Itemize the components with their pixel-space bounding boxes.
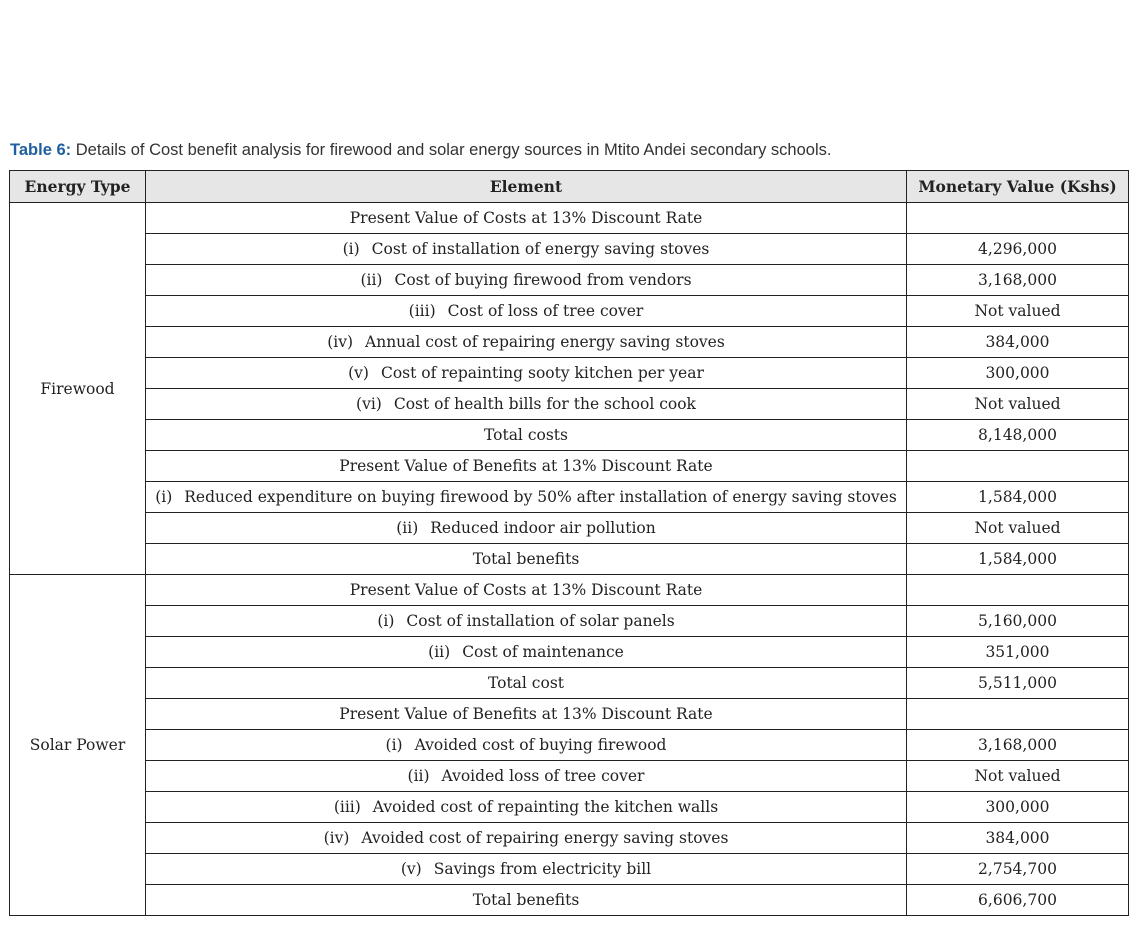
table-caption-text: Details of Cost benefit analysis for firewood and solar energy sources in Mtito Andei secondary schools. — [71, 141, 832, 159]
element-cell — [146, 606, 907, 637]
monetary-value-cell: 6,606,700 — [907, 885, 1129, 916]
monetary-value-cell: Not valued — [907, 389, 1129, 420]
monetary-value-cell: 8,148,000 — [907, 420, 1129, 451]
element-cell — [146, 420, 907, 451]
element-cell — [146, 544, 907, 575]
monetary-value-cell — [907, 699, 1129, 730]
table-caption — [10, 141, 831, 160]
item-number: (i) — [377, 612, 395, 630]
table-row — [10, 389, 1129, 420]
item-number: (iii) — [408, 302, 436, 320]
header-energy-type: Energy Type — [10, 171, 146, 203]
table-row — [10, 606, 1129, 637]
monetary-value-cell: 2,754,700 — [907, 854, 1129, 885]
element-text: Cost of installation of solar panels — [406, 612, 675, 630]
element-cell — [146, 234, 907, 265]
item-number: (iii) — [333, 798, 361, 816]
table-row — [10, 358, 1129, 389]
item-number: (ii) — [428, 643, 451, 661]
energy-type-cell: Firewood — [10, 203, 146, 575]
monetary-value-cell: 351,000 — [907, 637, 1129, 668]
monetary-value-cell: 384,000 — [907, 823, 1129, 854]
item-number: (v) — [400, 860, 422, 878]
element-text: Total costs — [484, 426, 568, 444]
item-number: (i) — [155, 488, 173, 506]
table-row — [10, 451, 1129, 482]
table-row — [10, 327, 1129, 358]
monetary-value-cell: 1,584,000 — [907, 482, 1129, 513]
table-row — [10, 203, 1129, 234]
element-cell — [146, 668, 907, 699]
element-text: Avoided loss of tree cover — [441, 767, 645, 785]
monetary-value-cell: 3,168,000 — [907, 265, 1129, 296]
element-cell — [146, 761, 907, 792]
item-number: (iv) — [323, 829, 350, 847]
item-number: (v) — [348, 364, 369, 382]
element-text: Annual cost of repairing energy saving stoves — [365, 333, 725, 351]
table-row — [10, 420, 1129, 451]
element-cell — [146, 327, 907, 358]
monetary-value-cell: 300,000 — [907, 792, 1129, 823]
table-row — [10, 699, 1129, 730]
table-row — [10, 513, 1129, 544]
element-cell — [146, 451, 907, 482]
element-text: Present Value of Costs at 13% Discount Rate — [349, 581, 703, 599]
element-text: Total benefits — [472, 550, 580, 568]
element-cell — [146, 265, 907, 296]
element-text: Cost of loss of tree cover — [447, 302, 644, 320]
element-text: Present Value of Costs at 13% Discount Rate — [349, 209, 703, 227]
element-cell — [146, 885, 907, 916]
table-row — [10, 823, 1129, 854]
element-text: Cost of repainting sooty kitchen per year — [380, 364, 704, 382]
monetary-value-cell: 5,511,000 — [907, 668, 1129, 699]
table-row — [10, 854, 1129, 885]
element-cell — [146, 482, 907, 513]
monetary-value-cell — [907, 203, 1129, 234]
element-text: Total cost — [487, 674, 565, 692]
table-row — [10, 885, 1129, 916]
item-number: (ii) — [396, 519, 419, 537]
monetary-value-cell: Not valued — [907, 761, 1129, 792]
monetary-value-cell — [907, 575, 1129, 606]
table-row — [10, 265, 1129, 296]
monetary-value-cell: 300,000 — [907, 358, 1129, 389]
element-cell — [146, 792, 907, 823]
element-cell — [146, 358, 907, 389]
item-number: (vi) — [356, 395, 382, 413]
element-text: Cost of buying firewood from vendors — [394, 271, 692, 289]
table-row — [10, 544, 1129, 575]
element-text: Total benefits — [472, 891, 580, 909]
element-text: Reduced indoor air pollution — [430, 519, 656, 537]
element-text: Avoided cost of buying firewood — [414, 736, 667, 754]
item-number: (ii) — [407, 767, 430, 785]
element-text: Cost of health bills for the school cook — [393, 395, 696, 413]
element-cell — [146, 730, 907, 761]
header-row — [10, 171, 1129, 203]
item-number: (i) — [342, 240, 360, 258]
element-text: Cost of maintenance — [462, 643, 624, 661]
element-text: Present Value of Benefits at 13% Discount Rate — [339, 457, 713, 475]
element-cell — [146, 203, 907, 234]
monetary-value-cell: 3,168,000 — [907, 730, 1129, 761]
element-text: Avoided cost of repainting the kitchen walls — [372, 798, 719, 816]
header-element: Element — [146, 171, 907, 203]
table-body — [10, 203, 1129, 916]
header-monetary-value: Monetary Value (Kshs) — [907, 171, 1129, 203]
table-row — [10, 482, 1129, 513]
element-text: Savings from electricity bill — [433, 860, 652, 878]
table-row — [10, 234, 1129, 265]
table-row — [10, 575, 1129, 606]
table-label: Table 6: — [10, 141, 72, 159]
element-text: Present Value of Benefits at 13% Discount Rate — [339, 705, 713, 723]
item-number: (iv) — [327, 333, 354, 351]
table-row — [10, 761, 1129, 792]
energy-type-cell: Solar Power — [10, 575, 146, 916]
cost-benefit-table — [9, 170, 1129, 916]
monetary-value-cell: Not valued — [907, 513, 1129, 544]
element-cell — [146, 854, 907, 885]
element-cell — [146, 823, 907, 854]
monetary-value-cell: Not valued — [907, 296, 1129, 327]
monetary-value-cell — [907, 451, 1129, 482]
monetary-value-cell: 1,584,000 — [907, 544, 1129, 575]
element-cell — [146, 699, 907, 730]
monetary-value-cell: 5,160,000 — [907, 606, 1129, 637]
table-row — [10, 296, 1129, 327]
item-number: (ii) — [360, 271, 383, 289]
element-cell — [146, 389, 907, 420]
table-row — [10, 792, 1129, 823]
element-text: Avoided cost of repairing energy saving stoves — [361, 829, 729, 847]
element-cell — [146, 575, 907, 606]
monetary-value-cell: 384,000 — [907, 327, 1129, 358]
element-text: Reduced expenditure on buying firewood by 50% after installation of energy saving stoves — [184, 488, 897, 506]
monetary-value-cell: 4,296,000 — [907, 234, 1129, 265]
item-number: (i) — [385, 736, 403, 754]
element-cell — [146, 513, 907, 544]
element-cell — [146, 296, 907, 327]
element-text: Cost of installation of energy saving stoves — [371, 240, 710, 258]
element-cell — [146, 637, 907, 668]
table-row — [10, 668, 1129, 699]
table-row — [10, 730, 1129, 761]
table-row — [10, 637, 1129, 668]
